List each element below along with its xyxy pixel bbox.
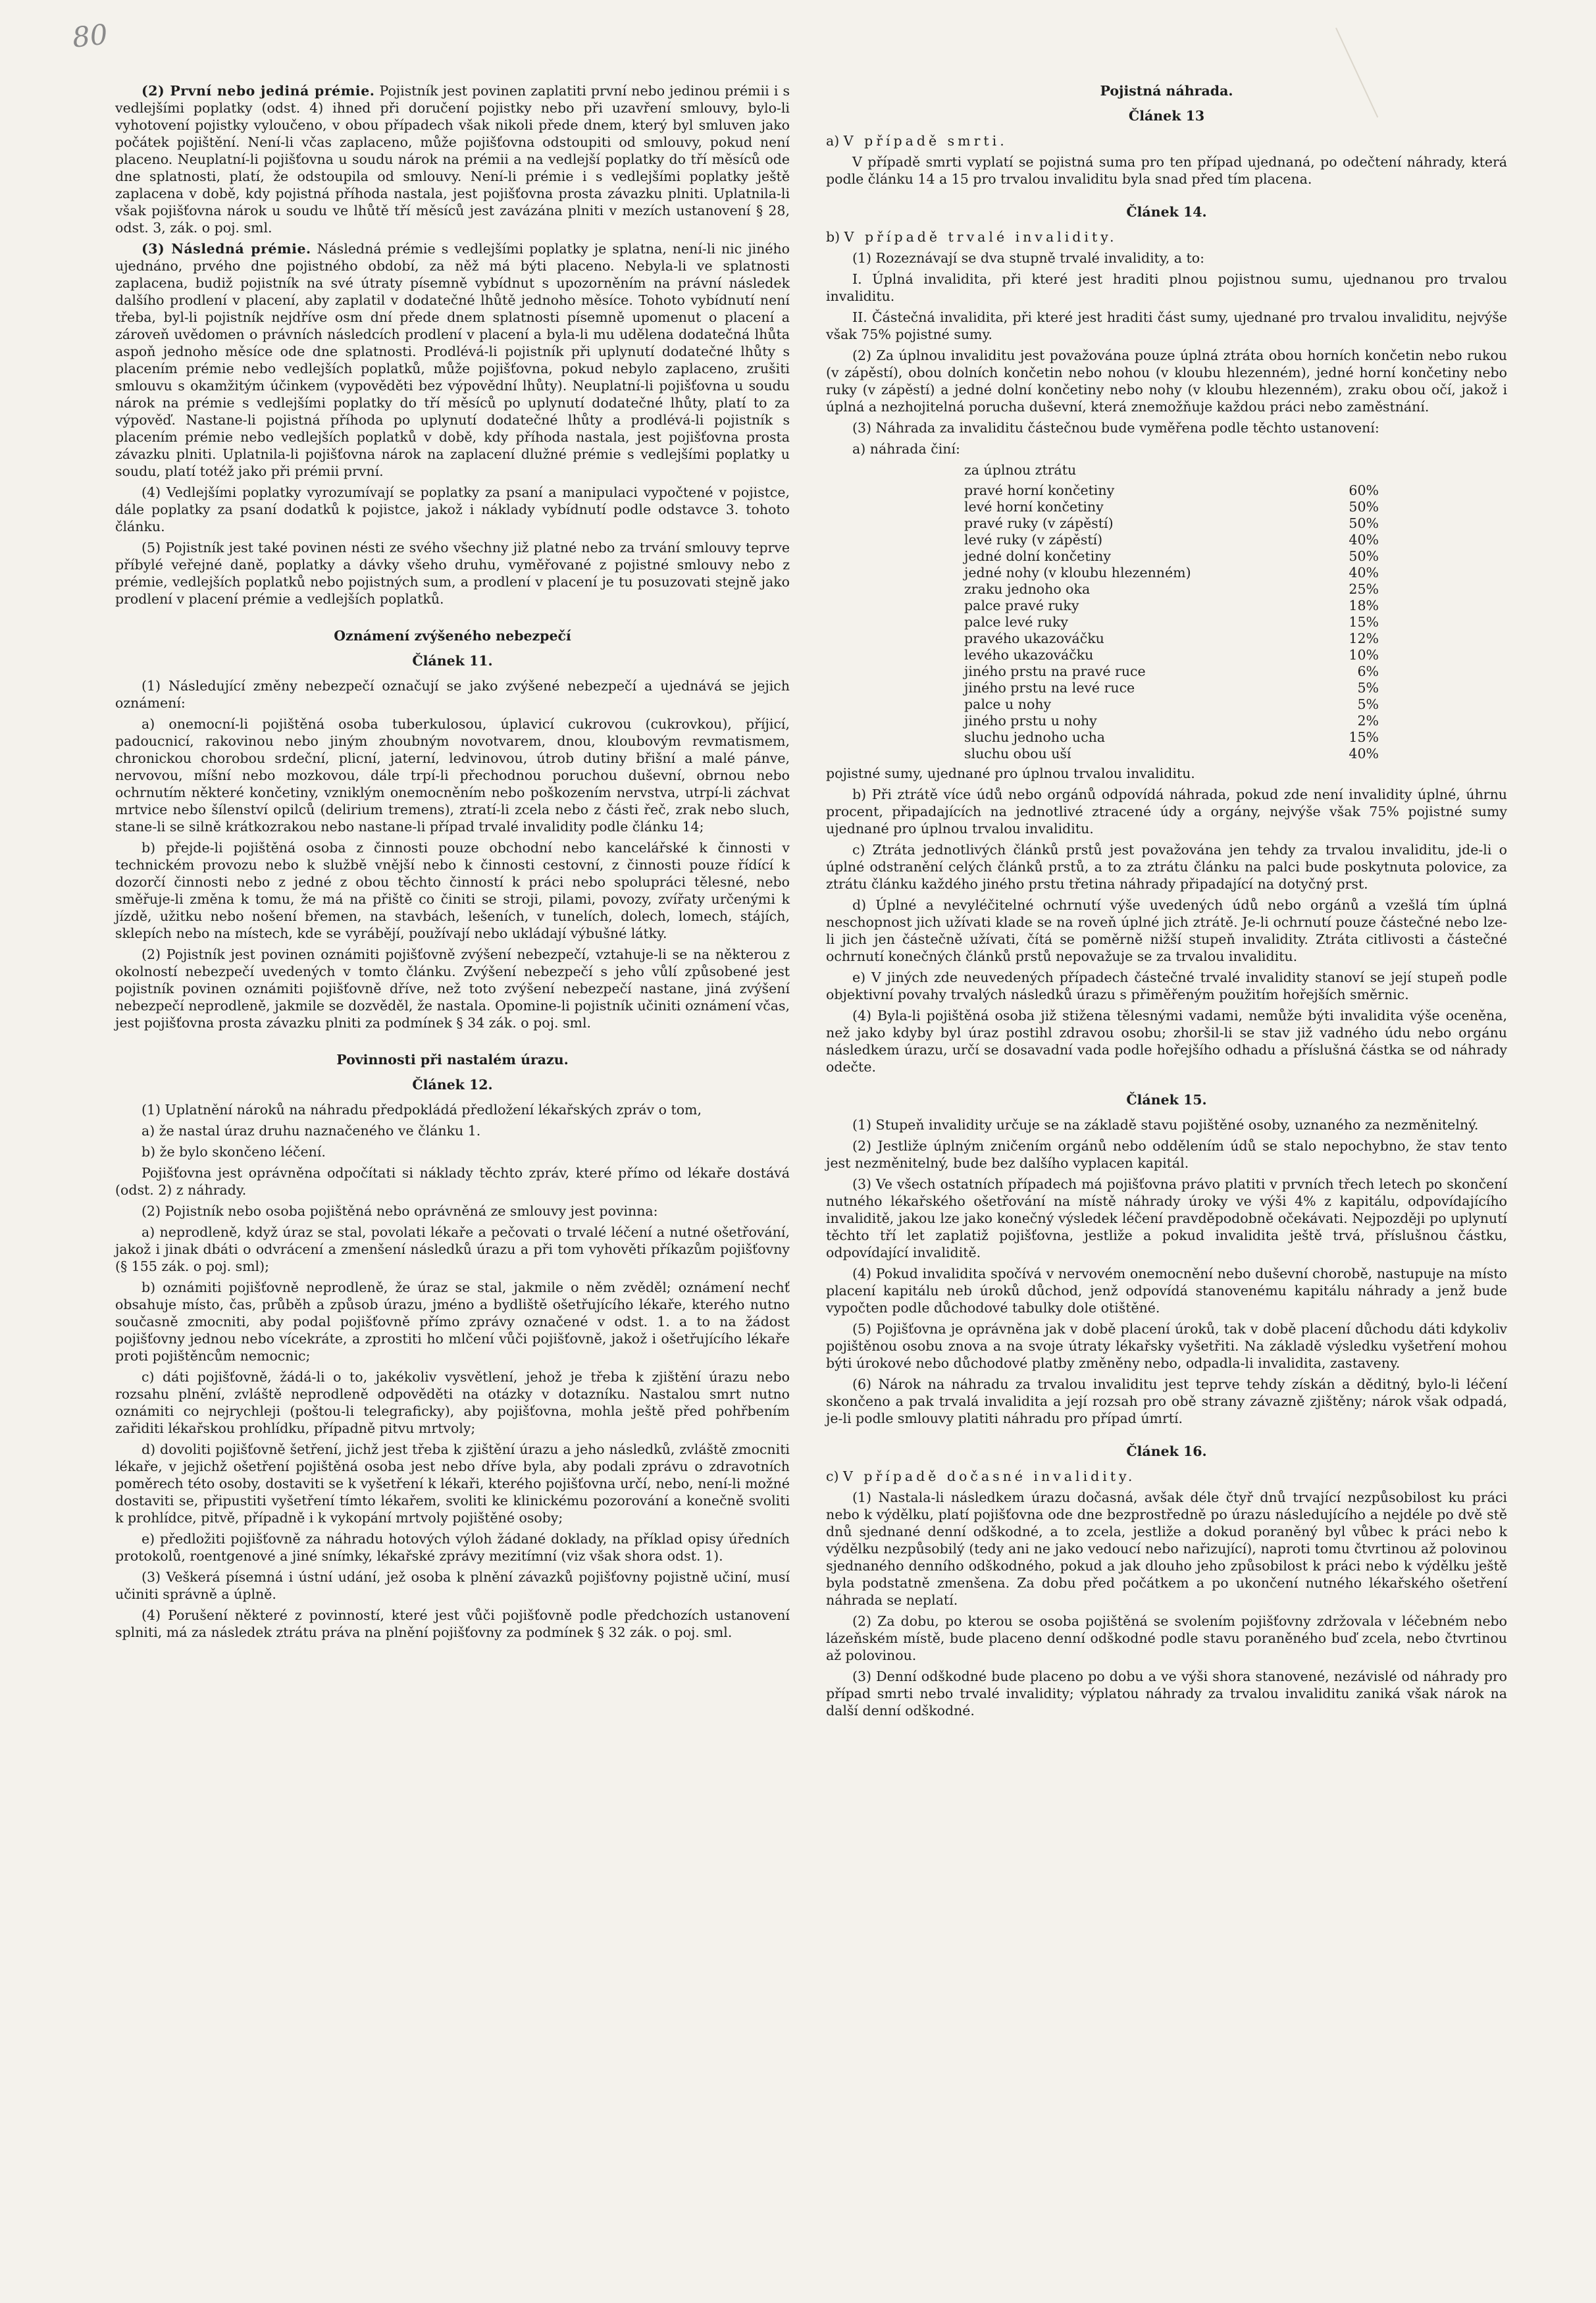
a14-item-I: I. Úplná invalidita, při které jest hraditi plnou pojistnou sumu, ujednanou pro trvalou invaliditu. xyxy=(826,271,1507,304)
invalidity-table-row xyxy=(964,696,1379,713)
invalidity-table-label: jiného prstu u nohy xyxy=(964,713,1097,729)
a16-case-line xyxy=(826,1468,1507,1485)
a14-item-3c: c) Ztráta jednotlivých článků prstů jest považována jen tehdy za trvalou invaliditu, jde-li o úplné odstranění celých článků prstů, a to za ztrátu článku na palci bude poskytnuta polovice, za ztrátu článku každého jiného prstu třetina náhrady připadající na dotyčný prst. xyxy=(826,842,1507,892)
article-16-title: Článek 16. xyxy=(1126,1443,1207,1459)
invalidity-table-label: jiného prstu na levé ruce xyxy=(964,680,1135,696)
invalidity-percentage-table xyxy=(964,482,1379,762)
a16-case-label: V případě dočasné invalidity. xyxy=(843,1468,1136,1484)
invalidity-table-value: 40% xyxy=(1349,565,1379,581)
a14-paragraph-2: (2) Za úplnou invaliditu jest považována pouze úplná ztráta obou horních končetin nebo rukou (v zápěstí), obou dolních končetin nebo nohou (v kloubu hlezenném), jedné horní končetiny nebo ruky (v zápěstí) a jedné dolní končetiny nebo nohy (v kloubu hlezenném), zraku obou očí, jakož i úplná a nezhojitelná porucha duševní, která znemožňuje každou práci nebo zaměstnání. xyxy=(826,348,1507,415)
invalidity-table-row xyxy=(964,631,1379,647)
invalidity-table-row xyxy=(964,729,1379,746)
a15-paragraph-5: (5) Pojišťovna je oprávněna jak v době placení úroků, tak v době placení důchodu dáti kdykoliv pojištěnou osobu znova a na svoje útraty lékařsky vyšetřiti. Na základě výsledku vyšetření mohou býti úrokové nebo důchodové platby změněny nebo, odpadla-li invalidita, zastaveny. xyxy=(826,1321,1507,1371)
a16-paragraph-3: (3) Denní odškodné bude placeno po dobu a ve výši shora stanovené, nezávislé od náhrady pro případ smrti nebo trvalé invalidity; výplatou náhrady za trvalou invaliditu zaniká však nárok na další denní odškodné. xyxy=(826,1669,1507,1719)
a14-case-label: V případě trvalé invalidity. xyxy=(844,229,1118,245)
a14-item-3d: d) Úplné a nevyléčitelné ochrnutí výše uvedených údů nebo orgánů a vzešlá tím úplná neschopnost jich užívati klade se na roveň úplné jich ztrátě. Je-li ochrnutí pouze částečné nebo lze-li jich jen částečně užívati, čítá se poměrně nižší stupeň invalidity. Ztráta citlivosti a částečné ochrnutí konečných článků prstů nepovažuje se za trvalou invaliditu. xyxy=(826,897,1507,964)
a14-table-head: za úplnou ztrátu xyxy=(964,462,1077,478)
invalidity-table-row xyxy=(964,499,1379,515)
a14-case-prefix: b) xyxy=(826,229,844,245)
invalidity-table-label: jiného prstu na pravé ruce xyxy=(964,663,1146,679)
a14-paragraph-1: (1) Rozeznávají se dva stupně trvalé invalidity, a to: xyxy=(852,250,1205,266)
invalidity-table-value: 10% xyxy=(1349,647,1379,663)
invalidity-table-label: pravého ukazováčku xyxy=(964,631,1104,646)
article-13-title: Článek 13 xyxy=(1128,108,1205,124)
invalidity-table-row xyxy=(964,680,1379,696)
a15-paragraph-6: (6) Nárok na náhradu za trvalou invaliditu jest teprve tehdy získán a děditný, bylo-li léčení skončeno a pak trvalá invalidita a její rozsah pro obě strany závazně zjištěny; nárok však odpadá, je-li podle smlouvy platiti náhradu pro případ úmrtí. xyxy=(826,1376,1507,1426)
invalidity-table-value: 18% xyxy=(1349,598,1379,613)
a12-paragraph-1: (1) Uplatnění nároků na náhradu předpokládá předložení lékařských zpráv o tom, xyxy=(142,1102,702,1118)
paragraph-first-premium xyxy=(115,82,790,236)
a12-item-2c: c) dáti pojišťovně, žádá-li o to, jakékoliv vysvětlení, jehož je třeba k zjištění úrazu nebo rozsahu plnění, zvláště neprodleně odpověděti na otázky v dotazníku. Nastalou smrt nutno oznámiti co nejrychleji (poštou-li telegraficky), aby pojišťovna, mohla ještě před pohřbením zařiditi lékařskou prohlídku, případně pitvu mrtvoly; xyxy=(115,1369,790,1436)
a14-paragraph-4: (4) Byla-li pojištěná osoba již stižena tělesnými vadami, nemůže býti invalidita výše oceněna, než jako kdyby byl úraz postihl zdravou osobu; zhoršil-li se stav již vadného údu nebo orgánu následkem úrazu, určí se dosavadní vada podle hořejšího odhadu a příslušná částka se od náhrady odečte. xyxy=(826,1008,1507,1075)
invalidity-table-label: palce levé ruky xyxy=(964,614,1068,630)
a12-item-1c: Pojišťovna jest oprávněna odpočítati si náklady těchto zpráv, které přímo od lékaře dostává (odst. 2) z náhrady. xyxy=(115,1165,790,1198)
invalidity-table-value: 40% xyxy=(1349,532,1379,548)
invalidity-table-value: 50% xyxy=(1349,499,1379,515)
invalidity-table-label: levého ukazováčku xyxy=(964,647,1094,663)
a11-paragraph-1: (1) Následující změny nebezpečí označují se jako zvýšené nebezpečí a ujednává se jejich oznámení: xyxy=(115,678,790,711)
invalidity-table-label: sluchu obou uší xyxy=(964,746,1071,762)
invalidity-table-label: pravé horní končetiny xyxy=(964,482,1115,498)
a12-item-2e: e) předložiti pojišťovně za náhradu hotových výloh žádané doklady, na příklad opisy úředních protokolů, roentgenové a jiné snímky, lékařské zprávy mezitímní (viz však shora odst. 1). xyxy=(115,1531,790,1564)
a14-item-3e: e) V jiných zde neuvedených případech částečné trvalé invalidity stanoví se její stupeň podle objektivní povahy trvalých následků úrazu s přiměřeným použitím hořejších směrnic. xyxy=(826,970,1507,1002)
a13-text: V případě smrti vyplatí se pojistná suma pro ten případ ujednaná, po odečtení náhrady, která podle článku 14 a 15 pro trvalou invaliditu byla snad před tím placena. xyxy=(826,154,1507,187)
paragraph-fees: (4) Vedlejšími poplatky vyrozumívají se poplatky za psaní a manipulaci vypočtené v pojistce, dále poplatky za psaní dodatků k pojistce, jakož i náklady vybídnutí podle odstavce 3. tohoto článku. xyxy=(115,484,790,534)
invalidity-table-row xyxy=(964,713,1379,729)
a16-case-prefix: c) xyxy=(826,1468,843,1484)
invalidity-table-row xyxy=(964,565,1379,581)
a13-case-line xyxy=(826,132,1507,149)
invalidity-table-value: 2% xyxy=(1357,713,1379,729)
invalidity-table-label: jedné nohy (v kloubu hlezenném) xyxy=(964,565,1191,581)
invalidity-table-label: pravé ruky (v zápěstí) xyxy=(964,515,1114,531)
a15-paragraph-2: (2) Jestliže úplným zničením orgánů nebo oddělením údů se stalo nepochybno, že stav tento jest nezměnitelný, bude bez dalšího vyplacen kapitál. xyxy=(826,1138,1507,1171)
invalidity-table-value: 5% xyxy=(1357,696,1379,712)
invalidity-table-row xyxy=(964,663,1379,680)
a14-paragraph-3: (3) Náhrada za invaliditu částečnou bude vyměřena podle těchto ustanovení: xyxy=(852,420,1379,436)
invalidity-table-label: palce u nohy xyxy=(964,696,1052,712)
invalidity-table-row xyxy=(964,482,1379,499)
invalidity-table-value: 5% xyxy=(1357,680,1379,696)
invalidity-table-value: 12% xyxy=(1349,631,1379,646)
invalidity-table-value: 15% xyxy=(1349,614,1379,630)
invalidity-table-row xyxy=(964,532,1379,548)
a11-item-b: b) přejde-li pojištěná osoba z činnosti pouze obchodní nebo kancelářské k činnosti v technickém provozu nebo k službě vnější nebo k činnosti cestovní, z činnosti pouze řídící k dozorčí činnosti nebo z jedné z obou těchto činností k práci nebo spolupráci tělesné, nebo směřuje-li změna k tomu, že má na přiště co činiti se stroji, pilami, povozy, zvířaty určenými k jízdě, užitku nebo nošení břemen, na stavbách, lešeních, v tunelích, dolech, lomech, stájích, sklepích nebo na místech, kde se vyrábějí, používají nebo ukládají výbušné látky. xyxy=(115,840,790,941)
invalidity-table-value: 15% xyxy=(1349,729,1379,745)
invalidity-table-row xyxy=(964,581,1379,598)
invalidity-table-row xyxy=(964,647,1379,663)
a13-case-label: V případě smrti. xyxy=(843,133,1008,149)
invalidity-table-row xyxy=(964,548,1379,565)
invalidity-table-value: 25% xyxy=(1349,581,1379,597)
a16-paragraph-2: (2) Za dobu, po kterou se osoba pojištěná se svolením pojišťovny zdržovala v léčebném nebo lázeňském místě, bude placeno denní odškodné podle stavu poraněného buď zcela, nebo čtvrtinou až polovinou. xyxy=(826,1613,1507,1663)
text-first-premium: Pojistník jest povinen zaplatiti první nebo jedinou prémii i s vedlejšími poplatky (odst. 4) ihned při doručení pojistky nebo při uzavření smlouvy, bylo-li vyhotovení pojistky vyloučeno, v obou případech však nikoli přede dnem, který byl smluven jako počátek pojištění. Není-li včas zaplaceno, může pojišťovna odstoupiti od smlouvy, pokud není placeno. Neuplatní-li pojišťovna u soudu nárok na prémii a na vedlejší poplatky do tří měsíců ode dne splatnosti, platí, že odstoupila od smlouvy. Není-li prémie i s vedlejšími poplatky ještě zaplacena v době, kdy pojistná příhoda nastala, jest pojišťovna prosta závazku plniti. Uplatnila-li však pojišťovna nárok u soudu ve lhůtě tří měsíců jest zavázána plniti v mezích ustanovení § 28, odst. 3, zák. o poj. sml. xyxy=(115,83,790,236)
invalidity-table-value: 6% xyxy=(1357,663,1379,679)
a12-item-1a: a) že nastal úraz druhu naznačeného ve článku 1. xyxy=(142,1123,481,1139)
a13-case-prefix: a) xyxy=(826,133,844,149)
left-column xyxy=(115,82,790,1645)
invalidity-table-row xyxy=(964,515,1379,532)
invalidity-table-label: jedné dolní končetiny xyxy=(964,548,1111,564)
a12-item-2b: b) oznámiti pojišťovně neprodleně, že úraz se stal, jakmile o něm zvěděl; oznámení nechť obsahuje místo, čas, průběh a způsob úrazu, jméno a bydliště ošetřujícího lékaře, kterého nutno současně zmocniti, aby podal pojišťovně přímo zprávy označené v odst. 1. a to na žádost pojišťovny jednou nebo vícekráte, a zprostiti ho mlčení vůči pojišťovně, jakož i ošetřujícího lékaře proti pojištěncům nemocnic; xyxy=(115,1280,790,1364)
right-column xyxy=(826,82,1507,1723)
article-14-title: Článek 14. xyxy=(1126,204,1207,220)
a15-paragraph-3: (3) Ve všech ostatních případech má pojišťovna právo platiti v prvních třech letech po skončení nutného lékařského ošetřování na místě náhrady úroky ve výši 4% z kapitálu, odpovídajícího invaliditě, jakou lze jako konečný výsledek léčení pravděpodobně očekávati. Nejpozději po uplynutí těchto tří let zaplatiž pojišťovna, jestliže a pokud invalidita ještě trvá, příslušnou částku, odpovídající invaliditě. xyxy=(826,1176,1507,1260)
invalidity-table-label: levé ruky (v zápěstí) xyxy=(964,532,1103,548)
paragraph-next-premium xyxy=(115,240,790,480)
runin-next-premium: (3) Následná prémie. xyxy=(142,241,311,257)
section-heading-increased-risk: Oznámení zvýšeného nebezpečí xyxy=(334,628,571,644)
a15-paragraph-4: (4) Pokud invalidita spočívá v nervovém onemocnění nebo duševní chorobě, nastupuje na místo placení kapitálu neb úroků důchod, jenž odpovídá stanovenému kapitálu náhrady a jenž bude vypočten podle důchodové tabulky dole otištěné. xyxy=(826,1266,1507,1316)
article-15-title: Článek 15. xyxy=(1126,1092,1207,1108)
invalidity-table-row xyxy=(964,746,1379,762)
runin-first-premium: (2) První nebo jediná prémie. xyxy=(142,83,375,99)
invalidity-table-value: 40% xyxy=(1349,746,1379,762)
a11-item-a: a) onemocní-li pojištěná osoba tuberkulosou, úplavicí cukrovou (cukrovkou), příjicí, padoucnicí, rakovinou nebo jiným zhoubným novotvarem, dnou, kloubovým revmatismem, chronickou chorobou srdeční, plicní, jaterní, ledvinovou, útrob dutiny břišní a malé pánve, nervovou, míšní nebo mozkovou, dále trpí-li přechodnou poruchou duševní, obrnou nebo ochrnutím některé končetiny, vzniklým onemocněním nebo poškozením nervstva, utrpí-li záchvat mrtvice nebo šílenství opilců (delirium tremens), ztratí-li zcela nebo z části řeč, zrak nebo sluch, stane-li se silně krátkozrakou nebo nastane-li případ trvalé invalidity podle článku 14; xyxy=(115,716,790,835)
invalidity-table-row xyxy=(964,614,1379,631)
invalidity-table-label: zraku jednoho oka xyxy=(964,581,1091,597)
a12-item-1b: b) že bylo skončeno léčení. xyxy=(142,1144,326,1160)
invalidity-table-label: levé horní končetiny xyxy=(964,499,1104,515)
invalidity-table-row xyxy=(964,598,1379,614)
invalidity-table-value: 50% xyxy=(1349,515,1379,531)
a14-item-3b: b) Při ztrátě více údů nebo orgánů odpovídá náhrada, pokud zde není invalidity úplné, úhrnu procent, připadajících na jednotlivé ztracené údy a orgány, nejvýše však 75% pojistné sumy ujednané pro úplnou trvalou invaliditu. xyxy=(826,787,1507,837)
invalidity-table-value: 50% xyxy=(1349,548,1379,564)
a14-item-II: II. Částečná invalidita, při které jest hraditi část sumy, ujednané pro trvalou invaliditu, nejvýše však 75% pojistné sumy. xyxy=(826,309,1507,342)
a12-item-2a: a) neprodleně, když úraz se stal, povolati lékaře a pečovati o trvalé léčení a nutné ošetřování, jakož i jinak dbáti o odvrácení a zmenšení následků úrazu a při tom vyhověti příkazům pojišťovny (§ 155 zák. o poj. sml); xyxy=(115,1224,790,1274)
section-heading-duties: Povinnosti při nastalém úrazu. xyxy=(336,1052,569,1068)
a11-paragraph-2: (2) Pojistník jest povinen oznámiti pojišťovně zvýšení nebezpečí, vztahuje-li se na některou z okolností nebezpečí uvedených v tomto článku. Zvýšení nebezpečí s jeho vůlí způsobené jest pojistník povinen oznámiti pojišťovně dříve, než toto zvýšení nebezpečí nastane, jiná zvýšení nebezpečí neprodleně, jakmile se dozvěděl, že nastala. Opomine-li pojistník učiniti oznámení včas, jest pojišťovna prosta závazku plniti za podmínek § 34 zák. o poj. sml. xyxy=(115,946,790,1031)
text-next-premium: Následná prémie s vedlejšími poplatky je splatna, není-li nic jiného ujednáno, prvého dne pojistného období, za něž má býti placeno. Nebyla-li ve splatnosti zaplacena, budiž pojistník na své útraty písemně vybídnut s upozorněním na právní následek dalšího prodlení v placení, aby zaplatil v dodatečné lhůtě jednoho měsíce. Tohoto vybídnutí není třeba, byl-li pojistník nejdříve osm dní přede dnem splatnosti písemně upomenut o placení a zároveň uvědomen o právních následcích prodlení v placení a byla-li mu udělena dodatečná lhůta aspoň jednoho měsíce ode dne splatnosti. Prodlévá-li pojistník při uplynutí dodatečné lhůty s placením prémie nebo vedlejších poplatků, může pojišťovna, pokud nebylo zaplaceno, zrušiti smlouvu s okamžitým účinkem (vypověděti bez výpovědní lhůty). Neuplatní-li pojišťovna u soudu nárok na prémie s vedlejšími poplatky do tří měsíců po uplynutí dodatečné lhůty, platí to za výpověď. Nastane-li pojistná příhoda po uplynutí dodatečné lhůty a prodlévá-li pojistník s placením prémie nebo vedlejších poplatků v době, kdy příhoda nastala, jest pojišťovna prosta závazku plniti. Uplatnila-li pojišťovna nárok na zaplacení dlužné prémie s vedlejšími poplatky u soudu, platí totéž jako při prémii první. xyxy=(115,241,790,479)
a12-paragraph-2: (2) Pojistník nebo osoba pojištěná nebo oprávněná ze smlouvy jest povinna: xyxy=(142,1203,658,1219)
article-11-title: Článek 11. xyxy=(412,653,493,669)
paragraph-taxes: (5) Pojistník jest také povinen nésti ze svého všechny již platné nebo za trvání smlouvy teprve příbylé veřejné daně, poplatky a dávky všeho druhu, vyměřované z pojistné smlouvy nebo z prémie, vedlejších poplatků nebo pojistných sum, a prodlení v placení je tu posuzovati stejně jako prodlení v placení prémie a vedlejších poplatků. xyxy=(115,540,790,607)
a14-item-3a: a) náhrada činí: xyxy=(852,441,960,457)
article-12-title: Článek 12. xyxy=(412,1077,493,1093)
a12-item-2d: d) dovoliti pojišťovně šetření, jichž jest třeba k zjištění úrazu a jeho následků, zvláště zmocniti lékaře, v jejichž ošetření pojištěná osoba jest nebo dříve byla, aby podali zprávu o zdravotních poměrech této osoby, dostaviti se k vyšetření k lékaři, kterého pojišťovna určí, nebo, není-li možné dostaviti se, připustiti vyšetření tímto lékařem, svoliti ke klinickému pozorování a konečně svoliti k prohlídce, pitvě, případně i k vykopání mrtvoly pojištěné osoby; xyxy=(115,1441,790,1526)
page-number: 80 xyxy=(70,18,109,54)
invalidity-table-value: 60% xyxy=(1349,482,1379,498)
a16-paragraph-1: (1) Nastala-li následkem úrazu dočasná, avšak déle čtyř dnů trvající nezpůsobilost ku práci nebo k výdělku, platí pojišťovna ode dne bezprostředně po úrazu následujícího a nejdéle po dvě stě dnů sjednané denní odškodné, a to zcela, jestliže a dokud poraněný byl vůbec k práci nebo k výdělku nezpůsobilý (tedy ani ne jako vedoucí nebo nařizující), naproti tomu čtvrtinou až polovinou sjednaného denního odškodného, pokud a jak dlouho jeho způsobilost k práci nebo k výdělku ještě byla podstatně zmenšena. Za dobu před počátkem a po ukončení nutného lékařského ošetření náhrada se neplatí. xyxy=(826,1489,1507,1608)
a14-case-line xyxy=(826,228,1507,246)
invalidity-table-label: palce pravé ruky xyxy=(964,598,1079,613)
a12-paragraph-4: (4) Porušení některé z povinností, které jest vůči pojišťovně podle předchozích ustanovení splniti, má za následek ztrátu práva na plnění pojišťovny za podmínek § 32 zák. o poj. sml. xyxy=(115,1607,790,1640)
invalidity-table-label: sluchu jednoho ucha xyxy=(964,729,1106,745)
a14-table-tail: pojistné sumy, ujednané pro úplnou trvalou invaliditu. xyxy=(826,765,1195,781)
a12-paragraph-3: (3) Veškerá písemná i ústní udání, jež osoba k plnění závazků pojišťovny pojistně učiní, musí učiniti správně a úplně. xyxy=(115,1569,790,1602)
a15-paragraph-1: (1) Stupeň invalidity určuje se na základě stavu pojištěné osoby, uznaného za nezměnitelný. xyxy=(852,1117,1479,1133)
section-heading-insurance-benefit: Pojistná náhrada. xyxy=(1100,83,1233,99)
